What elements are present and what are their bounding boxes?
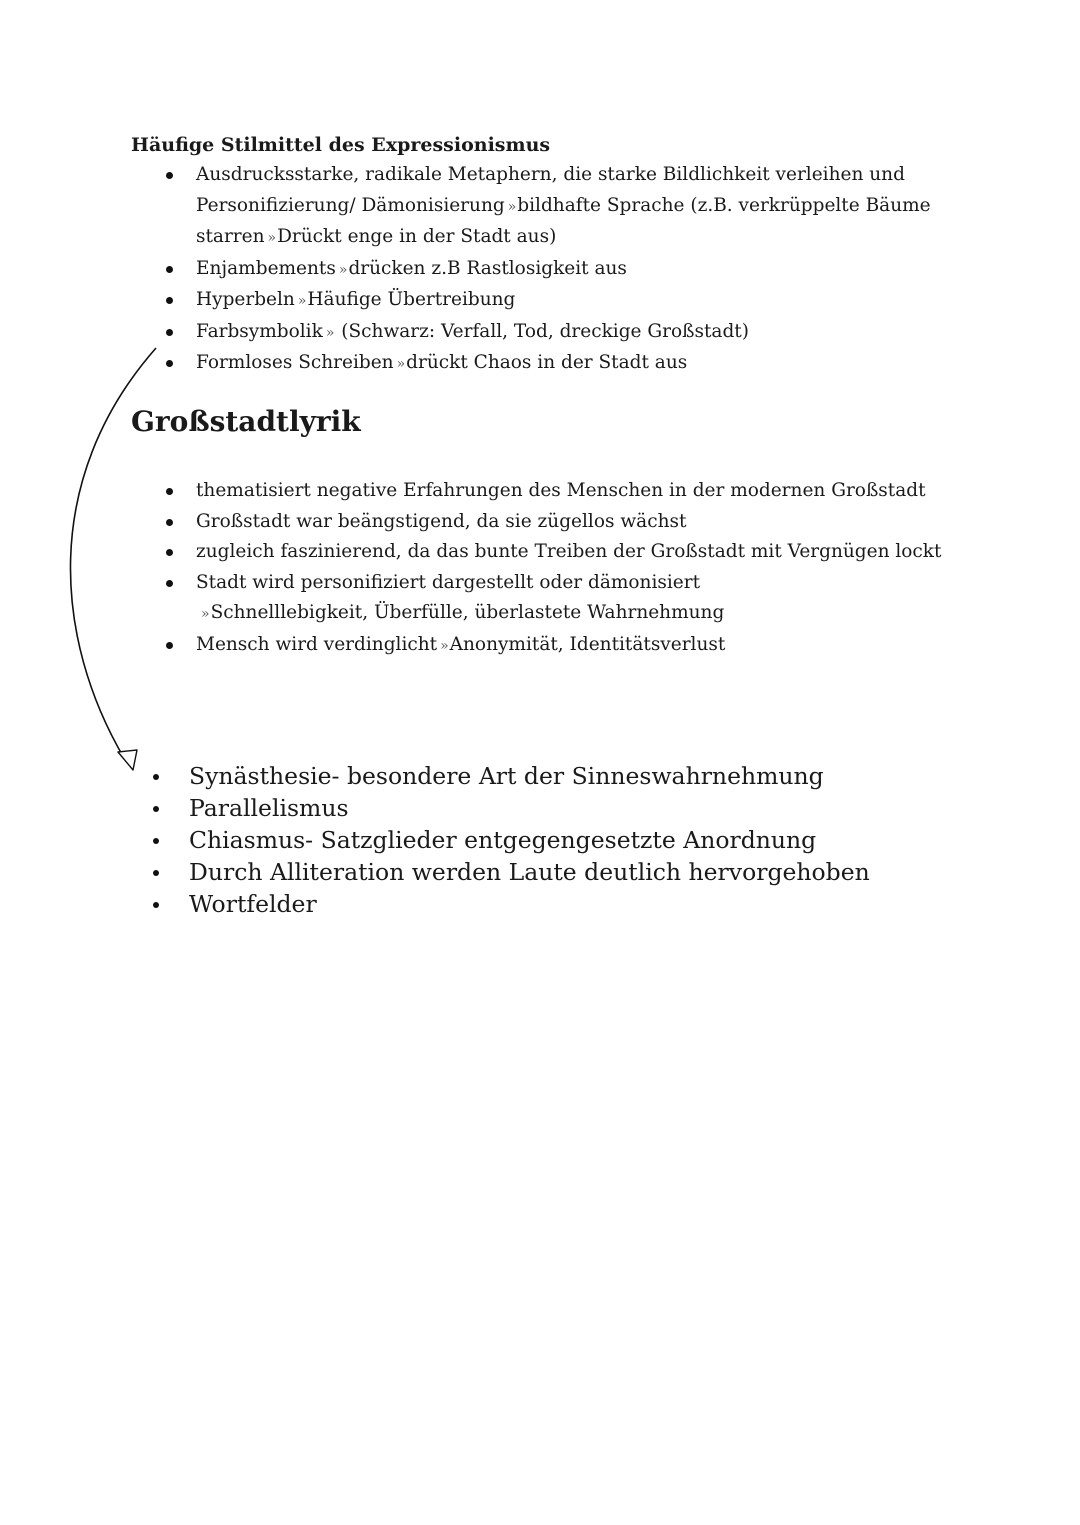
item-text: starren <box>196 226 265 247</box>
item-text: drückt Chaos in der Stadt aus <box>406 352 688 373</box>
item-text: Personifizierung/ Dämonisierung <box>196 194 505 216</box>
list-item <box>0 317 931 349</box>
section-title-stilmittel: Häufige Stilmittel des Expressionismus <box>131 134 551 156</box>
arrow-icon: » <box>325 324 333 341</box>
stilmittel-list <box>0 160 931 380</box>
item-text: Mensch wird verdinglicht <box>196 633 438 655</box>
list-item <box>0 630 941 662</box>
list-item <box>0 254 931 286</box>
item-text: bildhafte Sprache (z.B. verkrüppelte Bäume <box>517 194 931 216</box>
list-item: thematisiert negative Erfahrungen des Menschen in der modernen Großstadt <box>0 476 941 507</box>
list-item <box>0 568 941 630</box>
arrow-icon: » <box>396 356 404 372</box>
item-text: Enjambements <box>196 257 336 279</box>
item-text: Anonymität, Identitätsverlust <box>449 633 726 655</box>
item-line <box>196 222 931 254</box>
item-text: Formloses Schreiben <box>196 352 394 373</box>
item-text: Häufige Übertreibung <box>307 289 516 310</box>
arrow-icon: » <box>440 637 447 654</box>
item-text: Drückt enge in der Stadt aus) <box>277 226 557 247</box>
additional-stilmittel-list <box>0 760 870 920</box>
list-item: Großstadt war beängstigend, da sie zügellos wächst <box>0 507 941 538</box>
arrow-icon: » <box>507 198 515 215</box>
arrow-icon: » <box>201 606 208 622</box>
item-text: Stadt wird personifiziert dargestellt oder dämonisiert <box>196 571 701 593</box>
list-item: Parallelismus <box>0 792 870 824</box>
list-item <box>0 160 931 254</box>
list-item <box>0 348 931 380</box>
list-item <box>0 285 931 317</box>
list-item: Chiasmus- Satzglieder entgegengesetzte Anordnung <box>0 824 870 856</box>
item-line <box>196 191 931 223</box>
list-item: Wortfelder <box>0 888 870 920</box>
item-text: Hyperbeln <box>196 289 295 310</box>
arrow-icon: » <box>297 293 305 309</box>
item-text: (Schwarz: Verfall, Tod, dreckige Großstadt) <box>335 320 749 342</box>
item-sub-line <box>196 598 941 630</box>
list-item: zugleich faszinierend, da das bunte Treiben der Großstadt mit Vergnügen lockt <box>0 537 941 568</box>
item-text: drücken z.B Rastlosigkeit aus <box>348 257 627 279</box>
arrow-icon: » <box>267 230 275 246</box>
section-title-grossstadtlyrik: Großstadtlyrik <box>131 405 361 438</box>
item-line: Ausdrucksstarke, radikale Metaphern, die starke Bildlichkeit verleihen und <box>196 164 905 185</box>
grossstadt-list <box>0 476 941 661</box>
list-item: Durch Alliteration werden Laute deutlich hervorgehoben <box>0 856 870 888</box>
arrow-icon: » <box>338 261 346 278</box>
item-text: Schnelllebigkeit, Überfülle, überlastete Wahrnehmung <box>210 602 725 623</box>
item-text: Farbsymbolik <box>196 320 323 342</box>
list-item: Synästhesie- besondere Art der Sinneswahrnehmung <box>0 760 870 792</box>
